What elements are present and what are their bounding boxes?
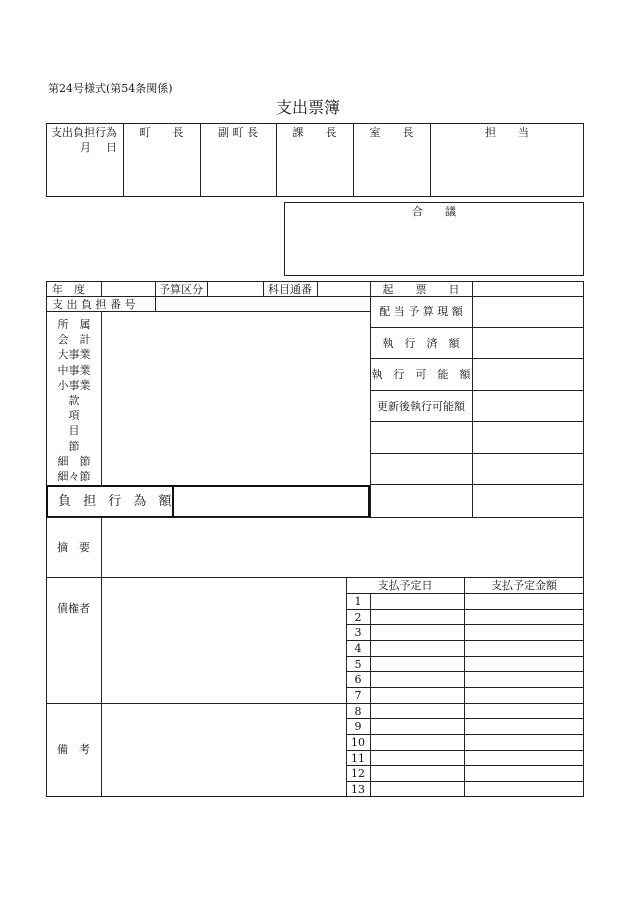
label-obligation-number: 支 出 負 担 番 号 <box>52 298 136 311</box>
label-issue-date: 起 票 日 <box>382 283 460 296</box>
payment-row-number: 13 <box>351 783 365 796</box>
label-creditor: 債権者 <box>57 602 90 615</box>
payment-row-number: 5 <box>354 658 362 671</box>
summary-box <box>46 517 584 578</box>
category-affiliation: 所 属 <box>57 318 91 331</box>
category-moku: 目 <box>68 424 80 438</box>
approval-col-office-chief: 室 長 <box>369 126 414 139</box>
approval-col-deputy-mayor: 副 町 長 <box>218 126 258 139</box>
category-kou: 項 <box>68 409 80 423</box>
payment-row-number: 11 <box>351 752 365 765</box>
approval-date-label: 支出負担行為 <box>51 126 117 139</box>
payment-row-number: 4 <box>354 642 362 655</box>
label-allocated-budget: 配 当 予 算 現 額 <box>379 305 463 318</box>
category-list <box>50 317 98 484</box>
page-title: 支出票簿 <box>276 98 341 117</box>
payment-row-number: 12 <box>351 767 365 780</box>
form-number: 第24号様式(第54条関係) <box>48 82 173 95</box>
label-executed-amount: 執 行 済 額 <box>382 337 460 350</box>
label-remarks: 備 考 <box>57 743 90 756</box>
label-executable-amount: 執 行 可 能 額 <box>371 368 471 381</box>
category-mid-project: 中事業 <box>57 363 91 377</box>
category-accounting: 会 計 <box>57 333 91 347</box>
payment-row-number: 7 <box>354 689 362 702</box>
payment-row-number: 6 <box>354 673 362 686</box>
label-updated-executable-amount: 更新後執行可能額 <box>377 400 465 413</box>
category-kan: 款 <box>68 394 80 408</box>
label-obligation-amount: 負 担 行 為 額 <box>58 494 176 509</box>
payment-row-number: 9 <box>354 720 362 733</box>
approval-date-sublabel: 月 日 <box>80 141 119 154</box>
approval-col-section-chief: 課 長 <box>292 126 337 139</box>
category-minor-project: 小事業 <box>57 378 91 392</box>
category-saisai-setsu: 細々節 <box>57 470 91 484</box>
payment-row-number: 8 <box>354 705 362 718</box>
payment-row-number: 2 <box>354 611 362 624</box>
category-setsu: 節 <box>68 439 80 453</box>
consultation-label: 合 議 <box>412 205 456 218</box>
category-major-project: 大事業 <box>57 348 91 362</box>
label-budget-category: 予算区分 <box>159 283 203 296</box>
label-summary: 摘 要 <box>57 541 90 554</box>
main-table <box>46 281 584 518</box>
approval-col-staff: 担 当 <box>485 126 529 139</box>
payment-row-number: 1 <box>354 595 362 608</box>
payment-row-number: 10 <box>351 736 365 749</box>
label-subject-number: 科目通番 <box>268 283 312 296</box>
label-payment-amount: 支払予定金額 <box>491 579 557 592</box>
payment-row-number: 3 <box>354 626 362 639</box>
label-fiscal-year: 年 度 <box>52 283 85 296</box>
approval-col-mayor: 町 長 <box>139 126 184 139</box>
label-payment-date: 支払予定日 <box>377 579 433 592</box>
category-sai-setsu: 細 節 <box>57 454 91 468</box>
